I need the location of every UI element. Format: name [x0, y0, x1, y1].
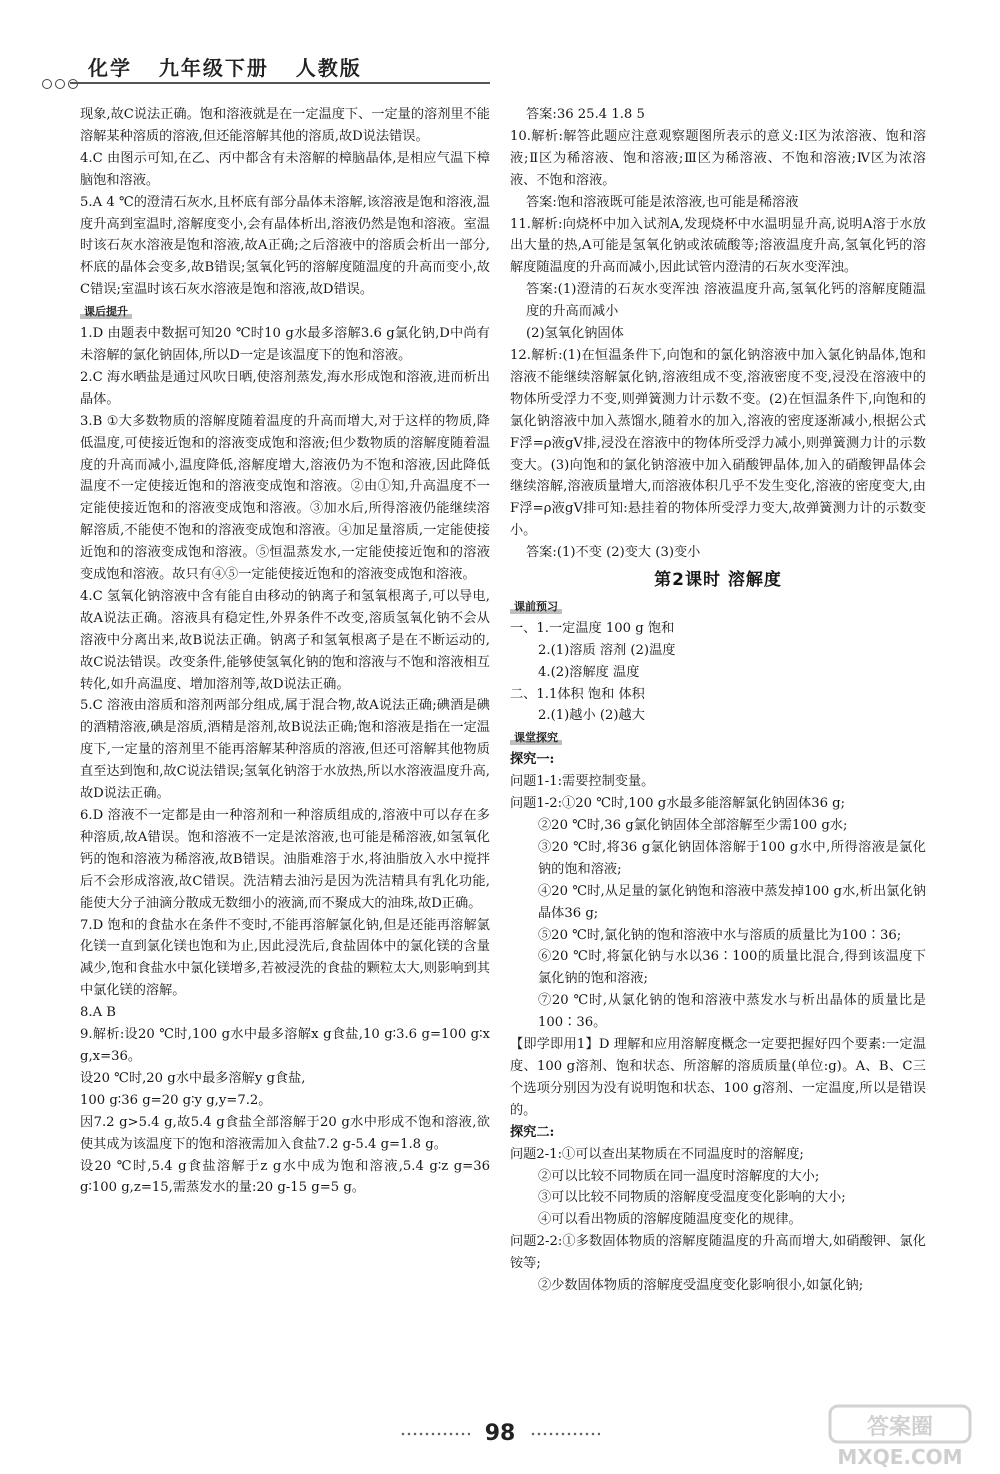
text-paragraph: 【即学即用1】D 理解和应用溶解度概念一定要把握好四个要素:一定温度、100 g溶剂、饱和状态、所溶解的溶质质量(单位:g)。A、B、C三个选项分别因为没有说明饱和状态、100 g溶剂、一定温度,所以是错误的。	[510, 1037, 926, 1118]
right-column	[510, 104, 926, 1297]
text-paragraph: 11.解析:向烧杯中加入试剂A,发现烧杯中水温明显升高,说明A溶于水放出大量的热,A可能是氢氧化钠或浓硫酸等;溶液温度升高,氢氧化钙的溶解度随温度的升高而减小,因此试管内澄清的石灰水变浑浊。	[510, 216, 926, 276]
text-paragraph: 4.C 由图示可知,在乙、丙中都含有未溶解的樟脑晶体,是相应气温下樟脑饱和溶液。	[80, 150, 490, 188]
text-paragraph: 答案:(1)不变 (2)变大 (3)变小	[526, 545, 701, 561]
text-paragraph: ③20 ℃时,将36 g氯化钠固体溶解于100 g水中,所得溶液是氯化钠的饱和溶液;	[538, 839, 926, 877]
text-paragraph: 2.C 海水晒盐是通过风吹日晒,使溶剂蒸发,海水形成饱和溶液,进而析出晶体。	[80, 369, 490, 407]
text-paragraph: 探究二:	[510, 1124, 555, 1140]
text-paragraph: 12.解析:(1)在恒温条件下,向饱和的氯化钠溶液中加入氯化钠晶体,饱和溶液不能继续溶解氯化钠,溶液组成不变,溶液密度不变,浸没在溶液中的物体所受浮力不变,则弹簧测力计示数不变。(2)在恒温条件下,向饱和的氯化钠溶液中加入蒸馏水,随着水的加入,溶液的密度逐渐减小,根据公式F浮=ρ液gV排,浸没在溶液中的物体所受浮力减小,则弹簧测力计的示数变大。(3)向饱和的氯化钠溶液中加入硝酸钾晶体,加入的硝酸钾晶体会继续溶解,溶液质量增大,而溶液体积几乎不发生变化,溶液的密度变大,由F浮=ρ液gV排可知:悬挂着的物体所受浮力变大,故弹簧测力计的示数变小。	[510, 347, 926, 539]
text-paragraph: 探究一:	[510, 752, 555, 768]
footer-dots-right	[530, 1432, 600, 1436]
text-paragraph: 3.B ①大多数物质的溶解度随着温度的升高而增大,对于这样的物质,降低温度,可使接近饱和的溶液变成饱和溶液;但少数物质的溶解度随着温度的升高而减小,温度降低,溶解度增大,溶液仍为不饱和溶液,因此降低温度不一定使接近饱和的溶液变成饱和溶液。②由①知,升高温度不一定能使接近饱和的溶液变成饱和溶液。③加水后,所得溶液仍能继续溶解溶质,不能使不饱和的溶液变成饱和溶液。④加足量溶质,一定能使接近饱和的溶液变成饱和溶液。⑤恒温蒸发水,一定能使接近饱和的溶液变成饱和溶液。故只有④⑤一定能使接近饱和的溶液变成饱和溶液。	[80, 413, 490, 583]
watermark-logo	[810, 1400, 990, 1470]
text-paragraph: 8.A B	[80, 1005, 116, 1021]
text-paragraph: 100 g∶36 g=20 g∶y g,y=7.2。	[80, 1092, 272, 1108]
watermark-logo-text: 答案圈	[866, 1415, 934, 1440]
text-paragraph: ②少数固体物质的溶解度受温度变化影响很小,如氯化钠;	[538, 1278, 864, 1294]
text-paragraph: 5.C 溶液由溶质和溶剂两部分组成,属于混合物,故A说法正确;碘酒是碘的酒精溶液,碘是溶质,酒精是溶剂,故B说法正确;饱和溶液是指在一定温度下,一定量的溶剂里不能再溶解某种溶质的溶液,但还可溶解其他物质直至达到饱和,故C说法错误;氢氧化钠溶于水放热,所以水溶液温度升高,故D说法正确。	[80, 698, 490, 802]
text-paragraph: 问题1-2:①20 ℃时,100 g水最多能溶解氯化钠固体36 g;	[510, 796, 846, 812]
section-tag: 课后提升	[80, 304, 132, 319]
text-paragraph: 因7.2 g>5.4 g,故5.4 g食盐全部溶解于20 g水中形成不饱和溶液,欲使其成为该温度下的饱和溶液需加入食盐7.2 g-5.4 g=1.8 g。	[80, 1114, 490, 1152]
section-title: 第2课时 溶解度	[654, 570, 782, 591]
text-paragraph: ⑦20 ℃时,从氯化钠的饱和溶液中蒸发水与析出晶体的质量比是100∶36。	[538, 993, 926, 1031]
text-paragraph: 4.(2)溶解度 温度	[538, 664, 640, 680]
text-paragraph: 设20 ℃时,20 g水中最多溶解y g食盐,	[80, 1070, 306, 1086]
text-paragraph: 答案:(1)澄清的石灰水变浑浊 溶液温度升高,氢氧化钙的溶解度随温度的升高而减小	[526, 282, 926, 320]
text-paragraph: 问题2-2:①多数固体物质的溶解度随温度的升高而增大,如硝酸钾、氯化铵等;	[510, 1234, 926, 1272]
text-paragraph: 1.D 由题表中数据可知20 ℃时10 g水最多溶解3.6 g氯化钠,D中尚有未溶解的氯化钠固体,所以D一定是该温度下的饱和溶液。	[80, 326, 490, 363]
text-paragraph: ③可以比较不同物质的溶解度受温度变化影响的大小;	[538, 1190, 846, 1206]
text-paragraph: ②可以比较不同物质在同一温度时溶解度的大小;	[538, 1168, 820, 1184]
page-number: 98	[484, 1421, 516, 1446]
text-paragraph: 答案:36 25.4 1.8 5	[526, 107, 645, 122]
text-paragraph: 5.A 4 ℃的澄清石灰水,且杯底有部分晶体未溶解,该溶液是饱和溶液,温度升高到室温时,溶解度变小,会有晶体析出,溶液仍然是饱和溶液。室温时该石灰水溶液是饱和溶液,故A正确;之后溶液中的溶质会析出一部分,杯底的晶体会变多,故B错误;氢氧化钙的溶解度随温度的升高而变小,故C错误;室温时该石灰水溶液是饱和溶液,故D错误。	[80, 194, 490, 298]
page-header	[0, 0, 1000, 100]
text-paragraph: 答案:饱和溶液既可能是浓溶液,也可能是稀溶液	[526, 194, 799, 210]
text-paragraph: 问题2-1:①可以查出某物质在不同温度时的溶解度;	[510, 1146, 804, 1162]
text-paragraph: ⑤20 ℃时,氯化钠的饱和溶液中水与溶质的质量比为100∶36;	[538, 927, 902, 943]
section-tag: 课前预习	[510, 599, 562, 614]
header-rule	[70, 82, 490, 84]
text-paragraph: 7.D 饱和的食盐水在条件不变时,不能再溶解氯化钠,但是还能再溶解氯化镁一直到氯化镁也饱和为止,因此浸洗后,食盐固体中的氯化镁的含量减少,饱和食盐水中氯化镁增多,若被浸洗的食盐的颗粒太大,则影响到其中氯化镁的溶解。	[80, 917, 490, 999]
text-paragraph: (2)氢氧化钠固体	[526, 326, 624, 342]
text-paragraph: 10.解析:解答此题应注意观察题图所表示的意义:Ⅰ区为浓溶液、饱和溶液;Ⅱ区为稀溶液、饱和溶液;Ⅲ区为稀溶液、不饱和溶液;Ⅳ区为浓溶液、不饱和溶液。	[510, 128, 926, 188]
text-paragraph: 6.D 溶液不一定都是由一种溶剂和一种溶质组成的,溶液中可以存在多种溶质,故A错误。饱和溶液不一定是浓溶液,也可能是稀溶液,如氢氧化钙的饱和溶液为稀溶液,故B错误。油脂难溶于水,将油脂放入水中搅拌后不会形成溶液,故C错误。洗洁精去油污是因为洗洁精具有乳化功能,能使大分子油滴分散成无数细小的液滴,而不聚成大的油珠,故D正确。	[80, 808, 490, 911]
text-paragraph: ④20 ℃时,从足量的氯化钠饱和溶液中蒸发掉100 g水,析出氯化钠晶体36 g;	[538, 883, 926, 921]
text-paragraph: 二、1.1体积 饱和 体积	[510, 686, 645, 702]
text-paragraph: 一、1.一定温度 100 g 饱和	[510, 620, 675, 636]
text-paragraph: ⑥20 ℃时,将氯化钠与水以36∶100的质量比混合,得到该温度下氯化钠的饱和溶液;	[538, 949, 926, 987]
section-tag: 课堂探究	[510, 730, 562, 745]
watermark-text: MXQE.COM	[837, 1445, 963, 1469]
text-paragraph: 4.C 氢氧化钠溶液中含有能自由移动的钠离子和氢氧根离子,可以导电,故A说法正确。溶液具有稳定性,外界条件不改变,溶质氢氧化钠不会从溶液中分离出来,故B说法正确。钠离子和氢氧根离子是在不断运动的,故C说法错误。改变条件,能够使氢氧化钠的饱和溶液与不饱和溶液相互转化,如升高温度、增加溶剂等,故D说法正确。	[80, 588, 490, 692]
text-paragraph: ②20 ℃时,36 g氯化钠固体全部溶解至少需100 g水;	[538, 818, 848, 833]
text-paragraph: ④可以看出物质的溶解度随温度变化的规律。	[538, 1212, 802, 1228]
text-paragraph: 2.(1)溶质 溶剂 (2)温度	[538, 642, 676, 658]
text-paragraph: 设20 ℃时,5.4 g食盐溶解于z g水中成为饱和溶液,5.4 g∶z g=36 g∶100 g,z=15,需蒸发水的量:20 g-15 g=5 g。	[80, 1158, 490, 1196]
left-column	[80, 104, 490, 1199]
header-title: 化学 九年级下册 人教版	[88, 56, 362, 80]
text-paragraph: 问题1-1:需要控制变量。	[510, 774, 655, 790]
footer-dots-left	[400, 1432, 470, 1436]
text-paragraph: 2.(1)越小 (2)越大	[538, 708, 645, 724]
text-paragraph: 现象,故C说法正确。饱和溶液就是在一定温度下、一定量的溶剂里不能溶解某种溶质的溶液,但还能溶解其他的溶质,故D说法错误。	[80, 107, 490, 144]
text-paragraph: 9.解析:设20 ℃时,100 g水中最多溶解x g食盐,10 g∶3.6 g=100 g∶x g,x=36。	[80, 1027, 490, 1064]
